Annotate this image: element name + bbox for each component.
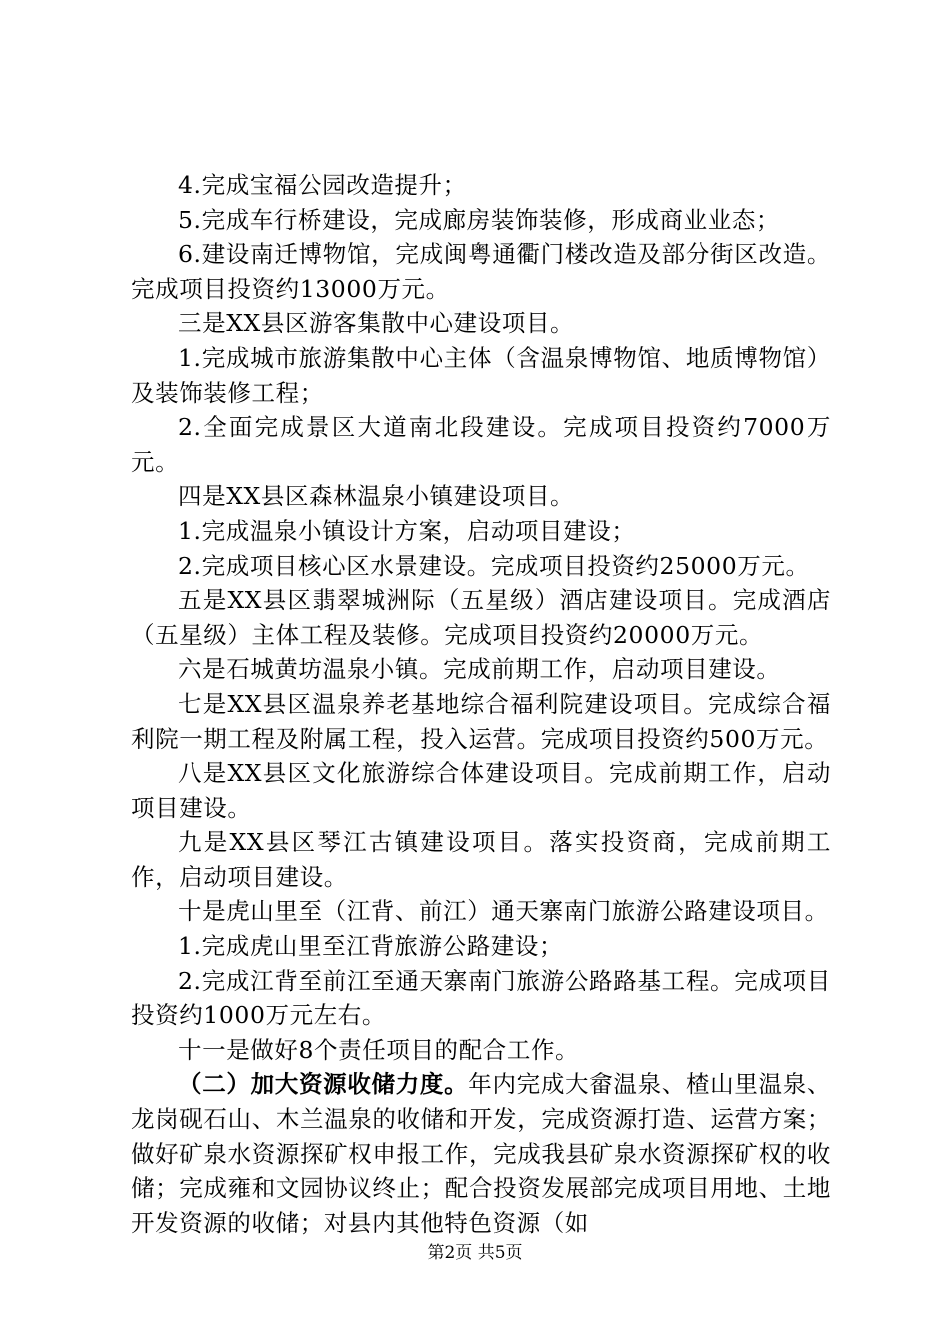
paragraph: 六是石城黄坊温泉小镇。完成前期工作，启动项目建设。 [178, 655, 781, 684]
section-paragraph [131, 1067, 831, 1240]
paragraph: 十一是做好8个责任项目的配合工作。 [178, 1035, 580, 1064]
paragraph: 七是XX县区温泉养老基地综合福利院建设项目。完成综合福利院一期工程及附属工程，投入运营。完成项目投资约500万元。 [131, 689, 831, 753]
paragraph: 4.完成宝福公园改造提升； [178, 171, 467, 199]
paragraph: 1.完成温泉小镇设计方案，启动项目建设； [178, 516, 636, 545]
section-heading: （二）加大资源收储力度。 [178, 1070, 469, 1099]
document-body [131, 168, 831, 1240]
paragraph: 1.完成虎山里至江背旅游公路建设； [178, 932, 564, 961]
paragraph: 八是XX县区文化旅游综合体建设项目。完成前期工作，启动项目建设。 [131, 759, 831, 822]
paragraph: 十是虎山里至（江背、前江）通天寨南门旅游公路建设项目。 [178, 897, 829, 926]
paragraph: 五是XX县区翡翠城洲际（五星级）酒店建设项目。完成酒店（五星级）主体工程及装修。完成项目投资约20000万元。 [131, 586, 831, 649]
paragraph: 九是XX县区琴江古镇建设项目。落实投资商，完成前期工作，启动项目建设。 [131, 828, 831, 891]
paragraph: 2.全面完成景区大道南北段建设。完成项目投资约7000万元。 [131, 413, 831, 476]
paragraph: 5.完成车行桥建设，完成廊房装饰装修，形成商业业态； [178, 205, 781, 234]
paragraph: 四是XX县区森林温泉小镇建设项目。 [178, 482, 575, 511]
paragraph: 6.建设南迁博物馆，完成闽粤通衢门楼改造及部分街区改造。完成项目投资约13000万元。 [131, 240, 831, 303]
paragraph: 三是XX县区游客集散中心建设项目。 [178, 309, 575, 338]
paragraph: 1.完成城市旅游集散中心主体（含温泉博物馆、地质博物馆）及装饰装修工程； [131, 343, 831, 407]
paragraph: 2.完成项目核心区水景建设。完成项目投资约25000万元。 [178, 551, 810, 580]
paragraph: 2.完成江背至前江至通天寨南门旅游公路路基工程。完成项目投资约1000万元左右。 [131, 966, 831, 1030]
section-body: 年内完成大畲温泉、楂山里温泉、龙岗砚石山、木兰温泉的收储和开发，完成资源打造、运营方案；做好矿泉水资源探矿权申报工作，完成我县矿泉水资源探矿权的收储；完成雍和文园协议终止；配合投资发展部完成项目用地、土地开发资源的收储；对县内其他特色资源（如 [131, 1070, 832, 1237]
page-footer: 第2页 共5页 [427, 1243, 523, 1263]
